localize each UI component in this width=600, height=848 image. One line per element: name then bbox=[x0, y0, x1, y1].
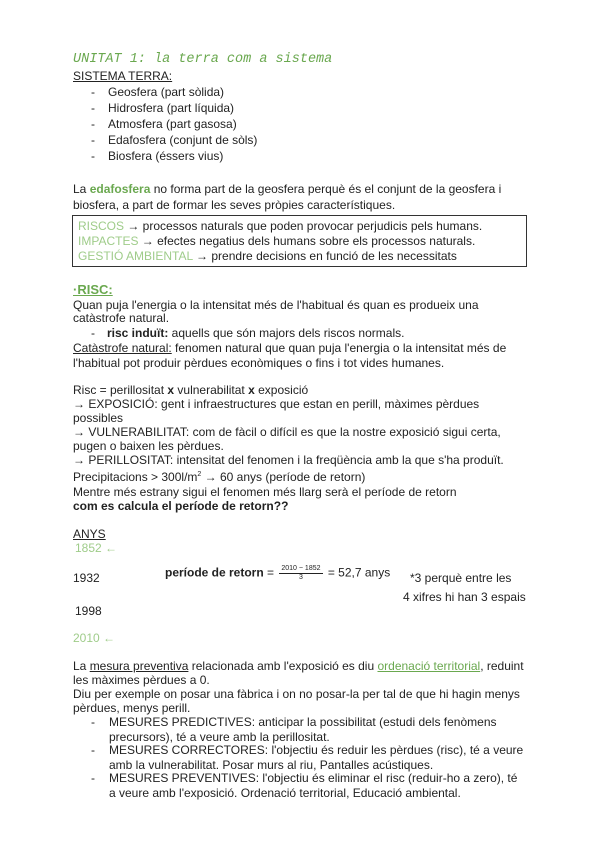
com-calcula-line: com es calcula el període de retorn?? bbox=[73, 499, 289, 513]
list-item: - MESURES PREDICTIVES: anticipar la possibilitat (estudi dels fenòmens precursors), té a veure amb la perillositat. bbox=[91, 715, 497, 744]
box-line-gestio: GESTIÓ AMBIENTAL → prendre decisions en funció de les necessitats bbox=[78, 249, 457, 263]
catastrofe-line1: Catàstrofe natural: fenomen natural que quan puja l'energia o la intensitat més de bbox=[73, 341, 507, 355]
risc-p1-line1: Quan puja l'energia o la intensitat més de l'habitual és quan es produeix una bbox=[73, 298, 479, 312]
sistema-heading: SISTEMA TERRA: bbox=[73, 69, 173, 83]
page-title: UNITAT 1: la terra com a sistema bbox=[73, 52, 333, 67]
risc-heading: ·RISC: bbox=[73, 282, 113, 297]
year-2010: 2010 ← bbox=[73, 631, 116, 645]
edafosfera-line1: La edafosfera no forma part de la geosfera perquè és el conjunt de la geosfera i bbox=[73, 182, 502, 196]
mesura-line2: les màximes pèrdues a 0. bbox=[73, 673, 210, 687]
edafosfera-line2: biosfera, a part de formar les seves pròpies característiques. bbox=[73, 198, 396, 212]
list-item: - MESURES CORRECTORES: l'objectiu és reduir les pèrdues (risc), té a veure amb la vulnerabilitat. Posar murs al riu, Pantalles acústiques. bbox=[91, 743, 524, 772]
list-item: - MESURES PREVENTIVES: l'objectiu és eliminar el risc (reduir-ho a zero), té a veure amb l'exposició. Ordenació territorial, Educació ambiental. bbox=[91, 771, 518, 800]
perillositat-line: → PERILLOSITAT: intensitat del fenomen i la freqüència amb la que s'ha produït. bbox=[73, 453, 504, 467]
mesura-line1: La mesura preventiva relacionada amb l'exposició es diu ordenació territorial, reduint bbox=[73, 659, 524, 673]
diu-line1: Diu per exemple on posar una fàbrica i on no posar-la per tal de que hi hagin menys bbox=[73, 687, 520, 701]
year-1852: 1852 ← bbox=[75, 541, 118, 555]
exposicio-line1: → EXPOSICIÓ: gent i infraestructures que estan en perill, màximes pèrdues bbox=[73, 397, 480, 411]
periode-formula: període de retorn = $\frac{2010 - 1852}{3}$ = 52,7 anys bbox=[165, 565, 391, 581]
note-line2: 4 xifres hi han 3 espais bbox=[403, 590, 526, 604]
risc-p1-line2: catàstrofe natural. bbox=[73, 311, 170, 325]
diu-line2: pèrdues, menys perill. bbox=[73, 701, 191, 715]
edafosfera-term: edafosfera bbox=[89, 182, 151, 196]
box-line-impactes: IMPACTES → efectes negatius dels humans sobre els processos naturals. bbox=[78, 234, 476, 248]
risc-induit-item: - risc induït: aquells que són majors dels riscos normals. bbox=[91, 326, 405, 340]
mentre-line: Mentre més estrany sigui el fenomen més llarg serà el període de retorn bbox=[73, 485, 457, 499]
year-1932: 1932 bbox=[73, 571, 100, 585]
exposicio-line2: possibles bbox=[73, 411, 124, 425]
vulnerabilitat-line2: pugen o baixen les pèrdues. bbox=[73, 439, 224, 453]
ordenacio-link[interactable]: ordenació territorial bbox=[377, 659, 481, 673]
year-1998: 1998 bbox=[75, 604, 102, 618]
fraction: $\frac{2010 - 1852}{3}$ bbox=[281, 565, 321, 581]
definitions-box bbox=[72, 215, 527, 267]
vulnerabilitat-line1: → VULNERABILITAT: com de fàcil o difícil es que la nostre exposició sigui certa, bbox=[73, 425, 501, 439]
mesures-list bbox=[91, 715, 523, 799]
note-line1: *3 perquè entre les bbox=[410, 571, 512, 585]
box-line-riscos: RISCOS → processos naturals que poden provocar perjudicis pels humans. bbox=[78, 219, 483, 233]
risc-formula: Risc = perillositat x vulnerabilitat x exposició bbox=[73, 383, 309, 397]
anys-heading: ANYS bbox=[73, 527, 106, 541]
catastrofe-line2: l'habitual pot produir pèrdues econòmiques o fins i tot vides humanes. bbox=[73, 356, 445, 370]
precipitacions-line: Precipitacions > $300l/m^2 \to 60$ anys (període de retorn) bbox=[73, 470, 366, 484]
